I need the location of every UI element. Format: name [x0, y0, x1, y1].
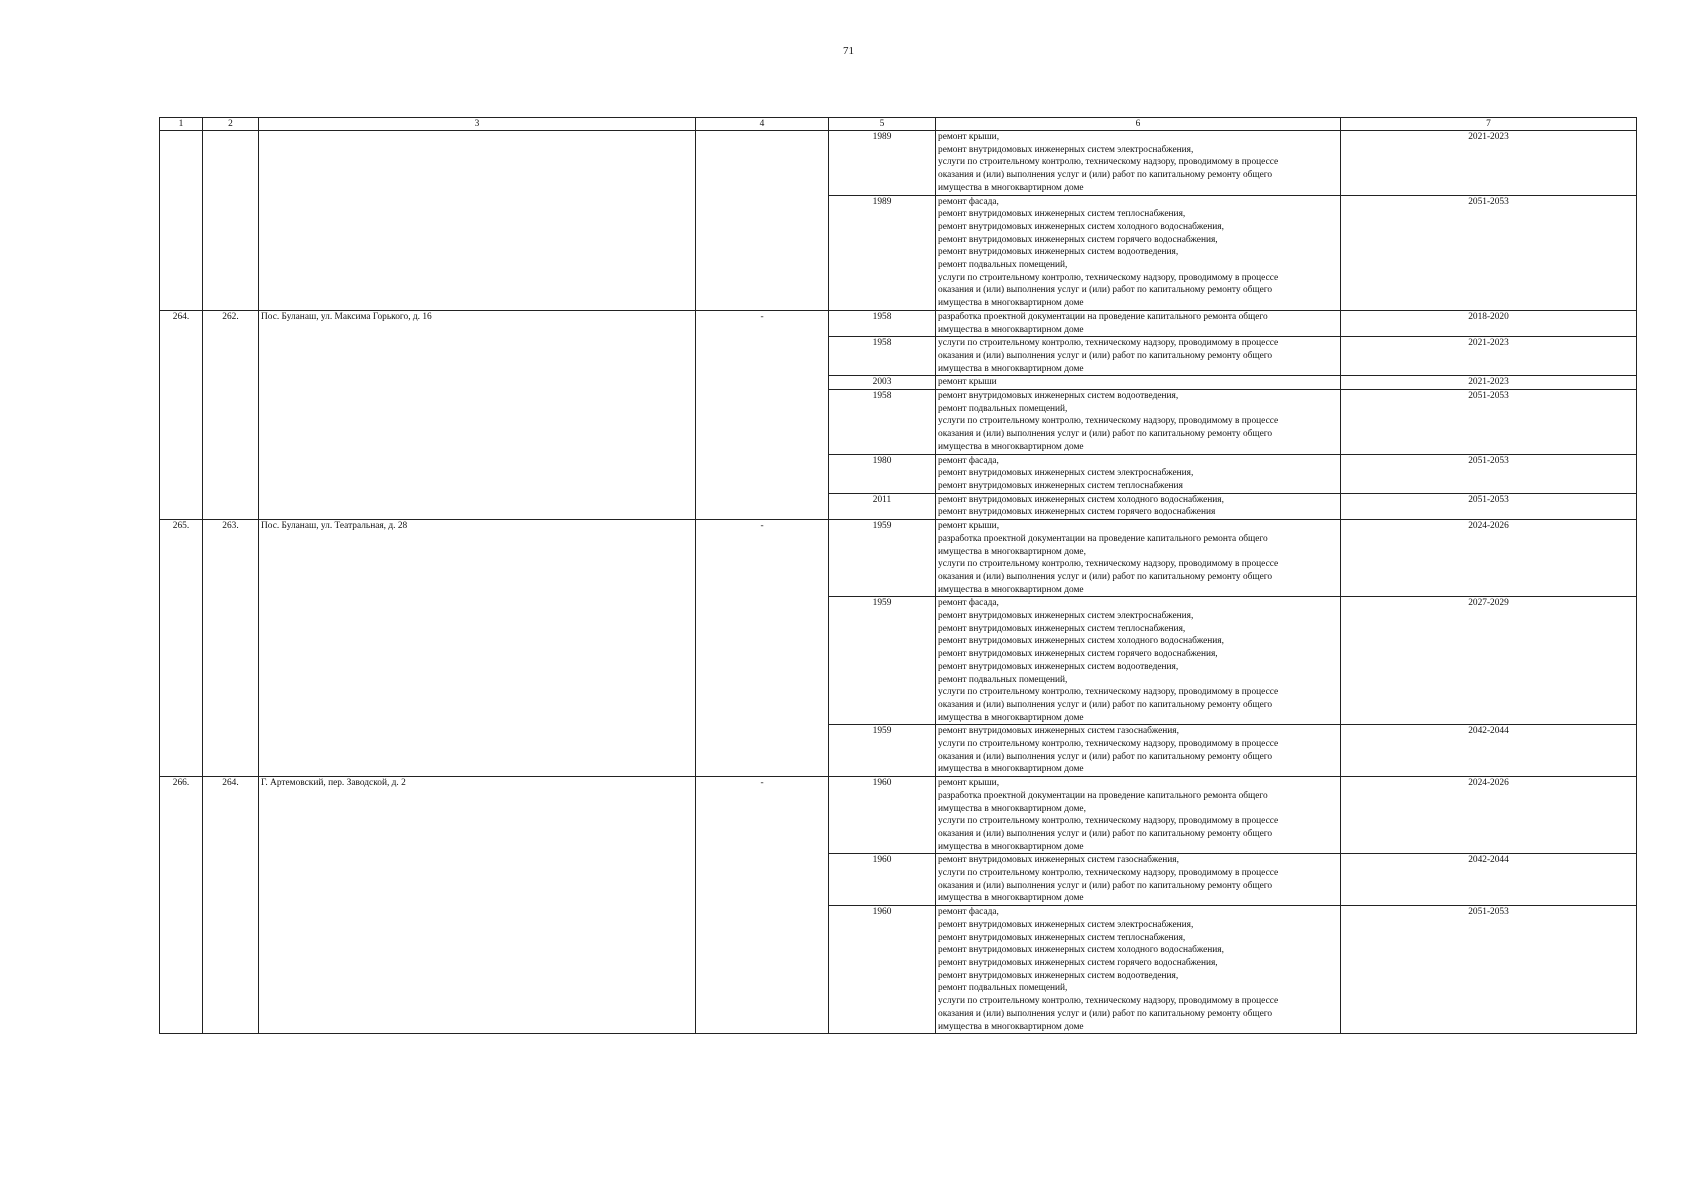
work-year: 1960 [829, 854, 936, 906]
row-number: 265. [160, 520, 203, 777]
work-period: 2051-2053 [1341, 454, 1637, 493]
work-year: 1980 [829, 454, 936, 493]
column-header: 3 [259, 118, 696, 131]
work-year: 2011 [829, 493, 936, 519]
work-description: ремонт внутридомовых инженерных систем холодного водоснабжения, ремонт внутридомовых инженерных систем горячего водоснабжения [936, 493, 1341, 519]
work-year: 1989 [829, 195, 936, 310]
column-4-value: - [696, 310, 829, 519]
work-period: 2051-2053 [1341, 195, 1637, 310]
registry-number: 262. [203, 310, 259, 519]
work-year: 1960 [829, 777, 936, 854]
row-number: 264. [160, 310, 203, 519]
work-period: 2051-2053 [1341, 906, 1637, 1034]
work-period: 2024-2026 [1341, 520, 1637, 597]
building-address: Г. Артемовский, пер. Заводской, д. 2 [259, 777, 696, 1034]
work-year: 1958 [829, 337, 936, 376]
work-year: 1958 [829, 390, 936, 455]
building-address [259, 131, 696, 311]
work-year: 1958 [829, 310, 936, 336]
work-period: 2021-2023 [1341, 337, 1637, 376]
registry-number: 263. [203, 520, 259, 777]
registry-number: 264. [203, 777, 259, 1034]
work-description: ремонт фасада, ремонт внутридомовых инженерных систем электроснабжения, ремонт внутридомовых инженерных систем теплоснабжения, ремонт внутридомовых инженерных систем холодного водоснабжения, ремонт внутридомовых инженерных систем горячего водоснабжения, ремонт внутридомовых инженерных систем водоотведения, ремонт подвальных помещений, услуги по строительному контролю, техническому надзору, проводимому в процессе оказания и (или) выполнения услуг и (или) работ по капитальному ремонту общего имущества в многоквартирном доме [936, 906, 1341, 1034]
column-header: 1 [160, 118, 203, 131]
work-period: 2024-2026 [1341, 777, 1637, 854]
work-description: ремонт крыши, ремонт внутридомовых инженерных систем электроснабжения, услуги по строительному контролю, техническому надзору, проводимому в процессе оказания и (или) выполнения услуг и (или) работ по капитальному ремонту общего имущества в многоквартирном доме [936, 131, 1341, 196]
work-year: 1960 [829, 906, 936, 1034]
column-header: 7 [1341, 118, 1637, 131]
work-year: 1959 [829, 597, 936, 725]
work-year: 1989 [829, 131, 936, 196]
work-description: ремонт фасада, ремонт внутридомовых инженерных систем электроснабжения, ремонт внутридомовых инженерных систем теплоснабжения [936, 454, 1341, 493]
work-period: 2027-2029 [1341, 597, 1637, 725]
work-description: разработка проектной документации на проведение капитального ремонта общего имущества в многоквартирном доме [936, 310, 1341, 336]
work-description: ремонт внутридомовых инженерных систем газоснабжения, услуги по строительному контролю, техническому надзору, проводимому в процессе оказания и (или) выполнения услуг и (или) работ по капитальному ремонту общего имущества в многоквартирном доме [936, 725, 1341, 777]
capital-repair-table [159, 117, 1637, 1034]
work-period: 2021-2023 [1341, 376, 1637, 390]
registry-number [203, 131, 259, 311]
work-description: услуги по строительному контролю, техническому надзору, проводимому в процессе оказания и (или) выполнения услуг и (или) работ по капитальному ремонту общего имущества в многоквартирном доме [936, 337, 1341, 376]
column-header: 4 [696, 118, 829, 131]
column-header: 2 [203, 118, 259, 131]
building-address: Пос. Буланаш, ул. Максима Горького, д. 16 [259, 310, 696, 519]
row-number [160, 131, 203, 311]
work-year: 1959 [829, 520, 936, 597]
column-4-value [696, 131, 829, 311]
column-number-row [160, 118, 1637, 131]
work-description: ремонт фасада, ремонт внутридомовых инженерных систем теплоснабжения, ремонт внутридомовых инженерных систем холодного водоснабжения, ремонт внутридомовых инженерных систем горячего водоснабжения, ремонт внутридомовых инженерных систем водоотведения, ремонт подвальных помещений, услуги по строительному контролю, техническому надзору, проводимому в процессе оказания и (или) выполнения услуг и (или) работ по капитальному ремонту общего имущества в многоквартирном доме [936, 195, 1341, 310]
table-row [160, 131, 1637, 196]
work-period: 2021-2023 [1341, 131, 1637, 196]
table-row [160, 520, 1637, 597]
row-number: 266. [160, 777, 203, 1034]
column-4-value: - [696, 777, 829, 1034]
column-4-value: - [696, 520, 829, 777]
work-year: 2003 [829, 376, 936, 390]
table-row [160, 310, 1637, 336]
work-description: ремонт крыши, разработка проектной документации на проведение капитального ремонта общего имущества в многоквартирном доме, услуги по строительному контролю, техническому надзору, проводимому в процессе оказания и (или) выполнения услуг и (или) работ по капитальному ремонту общего имущества в многоквартирном доме [936, 777, 1341, 854]
work-description: ремонт крыши [936, 376, 1341, 390]
column-header: 5 [829, 118, 936, 131]
table-row [160, 777, 1637, 854]
work-description: ремонт внутридомовых инженерных систем газоснабжения, услуги по строительному контролю, техническому надзору, проводимому в процессе оказания и (или) выполнения услуг и (или) работ по капитальному ремонту общего имущества в многоквартирном доме [936, 854, 1341, 906]
work-period: 2042-2044 [1341, 725, 1637, 777]
work-period: 2051-2053 [1341, 390, 1637, 455]
work-period: 2051-2053 [1341, 493, 1637, 519]
column-header: 6 [936, 118, 1341, 131]
work-description: ремонт фасада, ремонт внутридомовых инженерных систем электроснабжения, ремонт внутридомовых инженерных систем теплоснабжения, ремонт внутридомовых инженерных систем холодного водоснабжения, ремонт внутридомовых инженерных систем горячего водоснабжения, ремонт внутридомовых инженерных систем водоотведения, ремонт подвальных помещений, услуги по строительному контролю, техническому надзору, проводимому в процессе оказания и (или) выполнения услуг и (или) работ по капитальному ремонту общего имущества в многоквартирном доме [936, 597, 1341, 725]
page-number: 71 [843, 45, 854, 57]
work-description: ремонт крыши, разработка проектной документации на проведение капитального ремонта общего имущества в многоквартирном доме, услуги по строительному контролю, техническому надзору, проводимому в процессе оказания и (или) выполнения услуг и (или) работ по капитальному ремонту общего имущества в многоквартирном доме [936, 520, 1341, 597]
building-address: Пос. Буланаш, ул. Театральная, д. 28 [259, 520, 696, 777]
work-description: ремонт внутридомовых инженерных систем водоотведения, ремонт подвальных помещений, услуги по строительному контролю, техническому надзору, проводимому в процессе оказания и (или) выполнения услуг и (или) работ по капитальному ремонту общего имущества в многоквартирном доме [936, 390, 1341, 455]
work-period: 2018-2020 [1341, 310, 1637, 336]
work-period: 2042-2044 [1341, 854, 1637, 906]
work-year: 1959 [829, 725, 936, 777]
